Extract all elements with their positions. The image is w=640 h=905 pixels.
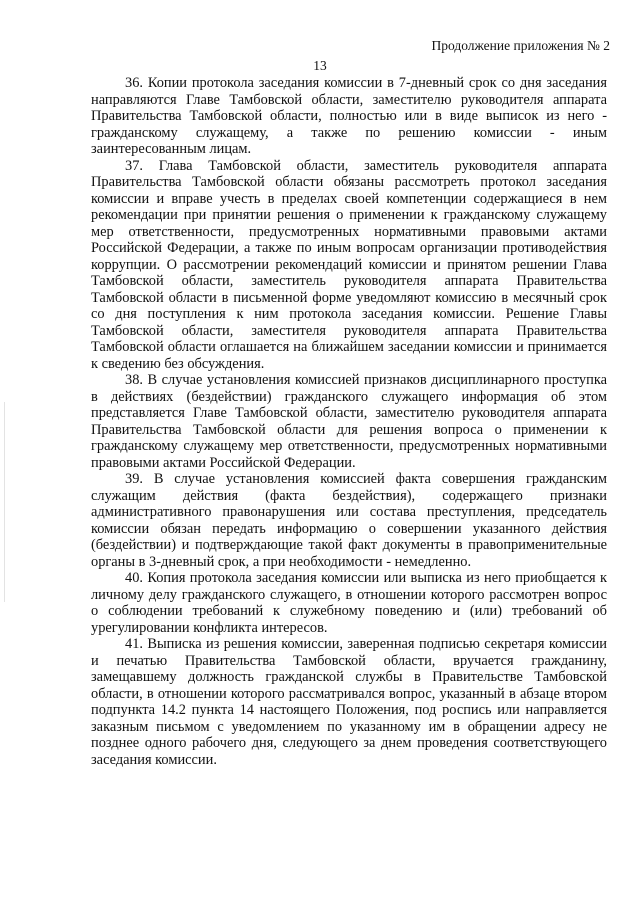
paragraph-37: 37. Глава Тамбовской области, заместитель руководителя аппарата Правительства Тамбовской области обязаны рассмотреть протокол заседания комиссии и вправе учесть в пределах своей компетенции содержащиеся в нем рекомендации при принятии решения о применении к гражданскому служащему мер ответственности, предусмотренных нормативными правовыми актами Российской Федерации, а также по иным вопросам организации противодействия коррупции. О рассмотрении рекомендаций комиссии и принятом решении Глава Тамбовской области, заместитель руководителя аппарата Правительства Тамбовской области в письменной форме уведомляют комиссию в месячный срок со дня поступления к ним протокола заседания комиссии. Решение Главы Тамбовской области, заместителя руководителя аппарата Правительства Тамбовской области оглашается на ближайшем заседании комиссии и принимается к сведению без обсуждения. xyxy=(91,157,607,372)
appendix-continuation-note: Продолжение приложения № 2 xyxy=(431,38,610,53)
paragraph-38: 38. В случае установления комиссией признаков дисциплинарного проступка в действиях (бездействии) гражданского служащего информация об этом представляется Главе Тамбовской области, заместителю руководителя аппарата Правительства Тамбовской области для решения вопроса о применении к гражданскому служащему мер ответственности, предусмотренных нормативными правовыми актами Российской Федерации. xyxy=(91,372,607,471)
paragraph-41: 41. Выписка из решения комиссии, заверенная подписью секретаря комиссии и печатью Правительства Тамбовской области, вручается гражданину, замещавшему должность гражданской службы в Правительстве Тамбовской области, в отношении которого рассматривался вопрос, указанный в абзаце втором подпункта 14.2 пункта 14 настоящего Положения, под роспись или направляется заказным письмом с уведомлением по указанному им в обращении адресу не позднее одного рабочего дня, следующего за днем проведения соответствующего заседания комиссии. xyxy=(91,636,607,768)
document-body xyxy=(91,75,607,768)
paragraph-36: 36. Копии протокола заседания комиссии в 7-дневный срок со дня заседания направляются Главе Тамбовской области, заместителю руководителя аппарата Правительства Тамбовской области, полностью или в виде выписок из него - гражданскому служащему, а также по решению комиссии - иным заинтересованным лицам. xyxy=(91,75,607,157)
page-number: 13 xyxy=(313,58,327,73)
paragraph-40: 40. Копия протокола заседания комиссии или выписка из него приобщается к личному делу гражданского служащего, в отношении которого рассмотрен вопрос о соблюдении требований к служебному поведению и (или) требований об урегулировании конфликта интересов. xyxy=(91,570,607,636)
paragraph-39: 39. В случае установления комиссией факта совершения гражданским служащим действия (факта бездействия), содержащего признаки административного правонарушения или состава преступления, председатель комиссии обязан передать информацию о совершении указанного действия (бездействии) и подтверждающие такой факт документы в правоприменительные органы в 3-дневный срок, а при необходимости - немедленно. xyxy=(91,471,607,570)
scan-edge-mark xyxy=(4,402,5,602)
